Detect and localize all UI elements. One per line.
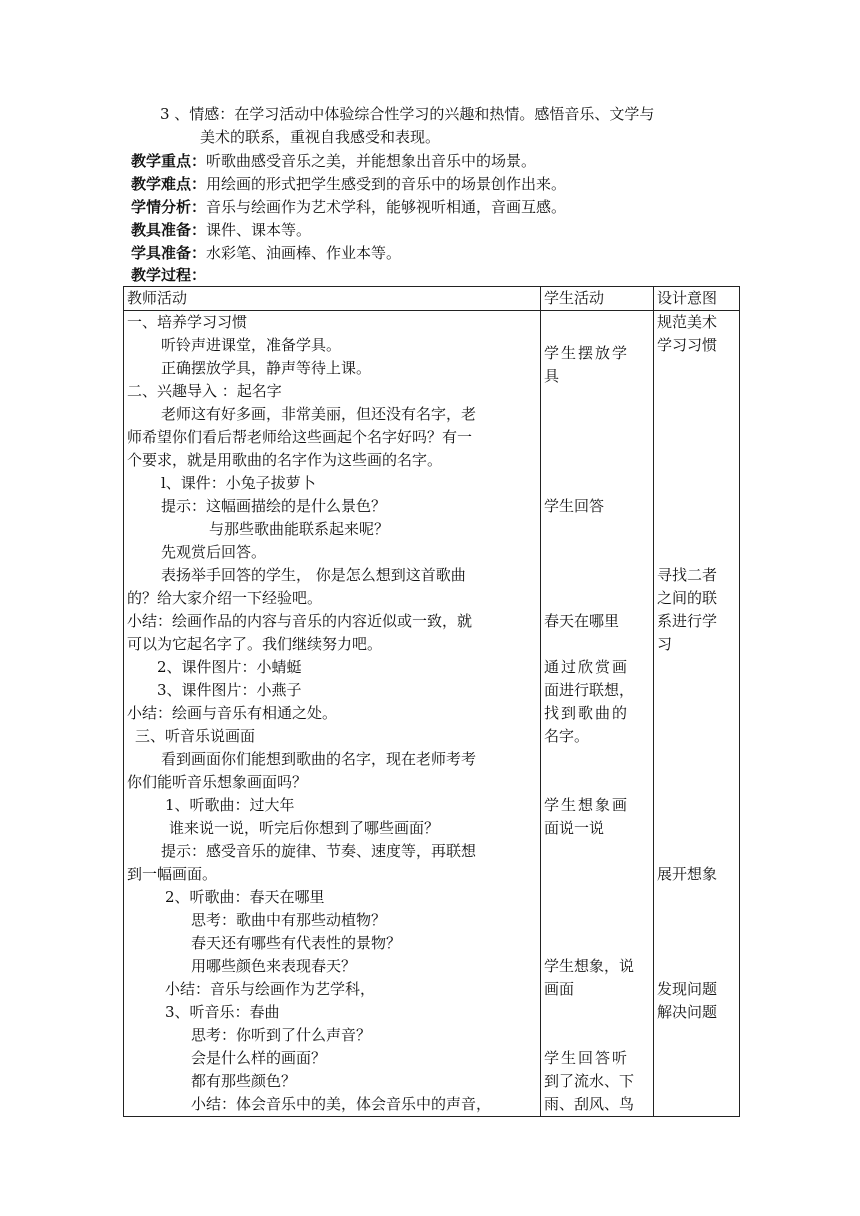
section-3-heading: 三、听音乐说画面 — [135, 727, 256, 745]
teacher-line: 师希望你们看后帮老师给这些画起个名字好吗？有一 — [127, 428, 473, 446]
difficulty-label: 教学难点： — [131, 175, 207, 193]
table-body-row — [124, 311, 740, 1117]
intent-line: 之间的联 — [657, 589, 718, 607]
teacher-line: 思考：你听到了什么声音？ — [191, 1026, 372, 1044]
header-teacher: 教师活动 — [124, 287, 541, 311]
teacher-line: 的？给大家介绍一下经验吧。 — [127, 589, 323, 607]
teacher-tools-label: 教具准备： — [131, 221, 207, 239]
teacher-line: 小结：绘画作品的内容与音乐的内容近似或一致，就 — [127, 612, 473, 630]
teacher-line: 小结：绘画与音乐有相通之处。 — [127, 704, 338, 722]
teacher-line: 提示：感受音乐的旋律、节奏、速度等，再联想 — [161, 842, 477, 860]
process-label: 教学过程： — [131, 266, 207, 284]
teacher-line: 3、听音乐：春曲 — [165, 1003, 280, 1021]
section-2-heading: 二、兴趣导入 ：起名字 — [127, 382, 282, 400]
intent-line: 解决问题 — [657, 1003, 718, 1021]
student-tools-row — [131, 242, 401, 264]
teacher-line: 1、听歌曲：过大年 — [165, 796, 295, 814]
intent-line: 发现问题 — [657, 980, 718, 998]
teacher-line: 小结：音乐与绘画作为艺学科， — [165, 980, 376, 998]
teacher-line: 到一幅画面。 — [127, 865, 218, 883]
teacher-line: 都有那些颜色？ — [191, 1072, 297, 1090]
analysis-text: 音乐与绘画作为艺术学科，能够视听相通，音画互感。 — [206, 198, 567, 216]
student-line: 学生想象，说 — [544, 957, 635, 975]
student-line: 具 — [544, 367, 560, 385]
emotion-line-1: 3 、情感：在学习活动中体验综合性学习的兴趣和热情。感悟音乐、文学与 — [160, 105, 655, 123]
design-intent-cell — [654, 311, 740, 1117]
teacher-line: 春天还有哪些有代表性的景物？ — [191, 934, 402, 952]
student-line: 学生回答听 — [544, 1049, 630, 1067]
teacher-tools-row — [131, 219, 311, 241]
student-line: 学生想象画 — [544, 796, 630, 814]
key-point-label: 教学重点： — [131, 152, 207, 170]
header-student: 学生活动 — [541, 287, 654, 311]
student-line: 面说一说 — [544, 819, 605, 837]
teacher-line: 提示：这幅画描绘的是什么景色？ — [161, 497, 387, 515]
teacher-line: 会是什么样的画面？ — [191, 1049, 327, 1067]
intent-line: 系进行学 — [657, 612, 718, 630]
student-tools-text: 水彩笔、油画棒、作业本等。 — [206, 244, 402, 262]
intent-line: 习 — [657, 635, 673, 653]
process-table — [123, 286, 740, 1117]
difficulty-row — [131, 173, 566, 195]
intent-line: 寻找二者 — [657, 566, 718, 584]
difficulty-text: 用绘画的形式把学生感受到的音乐中的场景创作出来。 — [206, 175, 567, 193]
teacher-line: 你们能听音乐想象画面吗？ — [127, 773, 308, 791]
teacher-line: 老师这有好多画，非常美丽，但还没有名字，老 — [161, 405, 477, 423]
student-line: 雨、刮风、鸟 — [544, 1095, 635, 1113]
section-1-heading: 一、培养学习习惯 — [127, 313, 248, 331]
teacher-line: 看到画面你们能想到歌曲的名字，现在老师考考 — [161, 750, 477, 768]
teacher-line: 表扬举手回答的学生， 你是怎么想到这首歌曲 — [161, 566, 466, 584]
key-point-row — [131, 150, 536, 172]
student-line: 找到歌曲的 — [544, 704, 630, 722]
teacher-activity-cell — [124, 311, 541, 1117]
analysis-label: 学情分析： — [131, 198, 207, 216]
teacher-line: 小结：体会音乐中的美，体会音乐中的声音， — [191, 1095, 492, 1113]
teacher-line: 谁来说一说，听完后你想到了哪些画面？ — [169, 819, 440, 837]
student-line: 到了流水、下 — [544, 1072, 635, 1090]
student-line: 学生回答 — [544, 497, 605, 515]
teacher-tools-text: 课件、课本等。 — [206, 221, 312, 239]
key-point-text: 听歌曲感受音乐之美，并能想象出音乐中的场景。 — [206, 152, 537, 170]
teacher-line: 2、听歌曲：春天在哪里 — [165, 888, 325, 906]
teacher-line: 听铃声进课堂，准备学具。 — [161, 336, 342, 354]
intent-line: 展开想象 — [657, 865, 718, 883]
intent-line: 规范美术 — [657, 313, 718, 331]
teacher-line: 3、课件图片：小燕子 — [157, 681, 302, 699]
teacher-line: 正确摆放学具，静声等待上课。 — [161, 359, 372, 377]
student-activity-cell — [541, 311, 654, 1117]
teacher-line: 可以为它起名字了。我们继续努力吧。 — [127, 635, 383, 653]
student-line: 学生摆放学 — [544, 344, 630, 362]
teacher-line: 用哪些颜色来表现春天？ — [191, 957, 357, 975]
emotion-line-2: 美术的联系，重视自我感受和表现。 — [200, 128, 441, 146]
teacher-line: 先观赏后回答。 — [161, 543, 267, 561]
student-tools-label: 学具准备： — [131, 244, 207, 262]
teacher-line: 与那些歌曲能联系起来呢？ — [209, 520, 390, 538]
student-line: 春天在哪里 — [544, 612, 620, 630]
intent-line: 学习习惯 — [657, 336, 718, 354]
student-line: 名字。 — [544, 727, 590, 745]
teacher-line: l、课件：小兔子拔萝卜 — [161, 474, 316, 492]
teacher-line: 个要求，就是用歌曲的名字作为这些画的名字。 — [127, 451, 443, 469]
student-line: 通过欣赏画 — [544, 658, 630, 676]
student-line: 面进行联想， — [544, 681, 635, 699]
header-intent: 设计意图 — [654, 287, 740, 311]
table-header-row — [124, 287, 740, 311]
analysis-row — [131, 196, 566, 218]
teacher-line: 2、课件图片：小蜻蜓 — [157, 658, 302, 676]
student-line: 画面 — [544, 980, 575, 998]
teacher-line: 思考：歌曲中有那些动植物？ — [191, 911, 387, 929]
